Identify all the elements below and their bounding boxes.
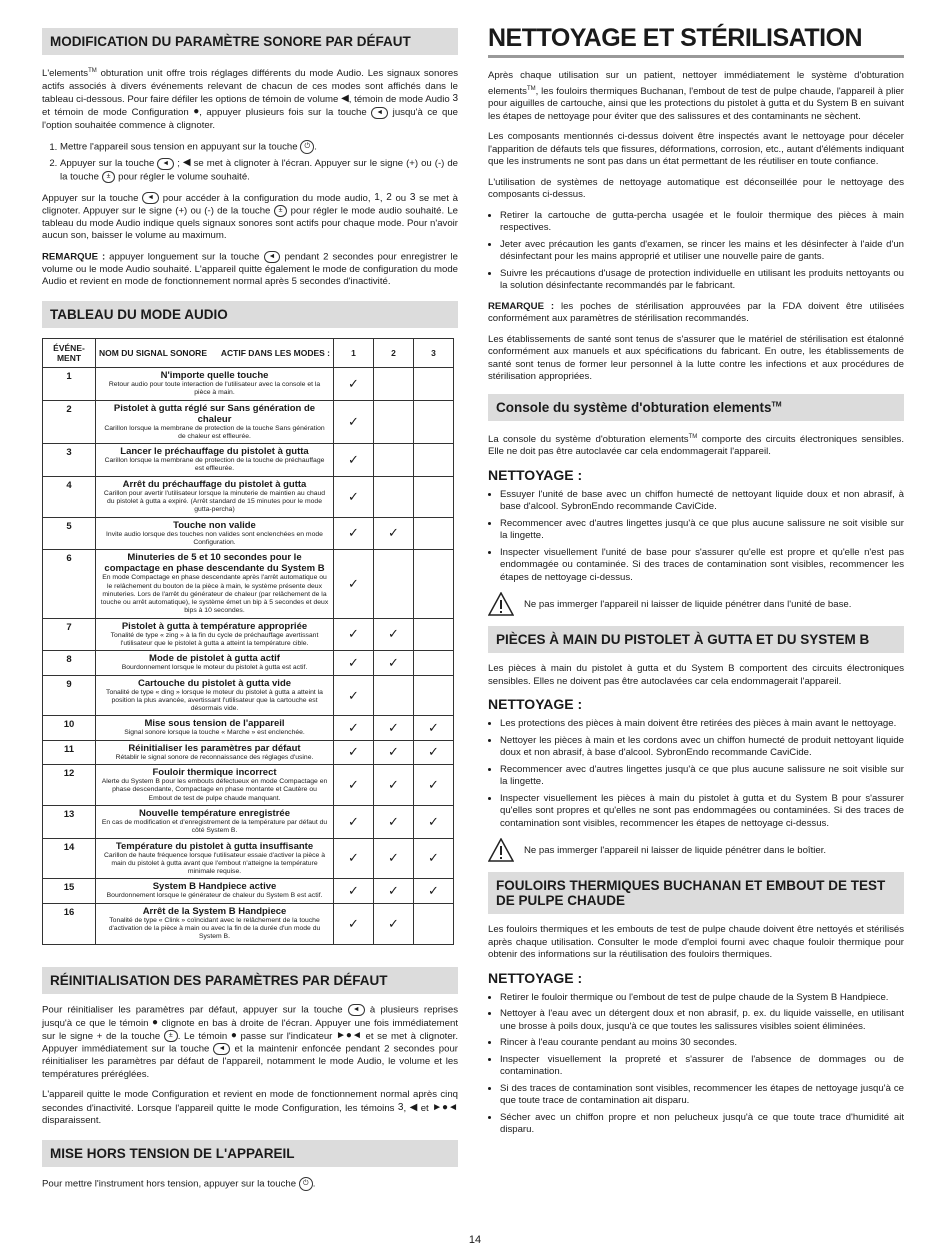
- mode-button-icon: ◄: [157, 158, 174, 170]
- signal-cell: [96, 651, 334, 675]
- signal-title: Minuteries de 5 et 10 secondes pour le compactage en phase descendante du System B: [104, 552, 325, 575]
- table-row: [43, 517, 454, 550]
- event-number: 5: [43, 517, 96, 550]
- mode-2-check: [374, 675, 414, 716]
- signal-cell: [96, 550, 334, 618]
- warning-icon: [488, 838, 514, 862]
- mode-2-check: ✓: [374, 838, 414, 879]
- mode-button-icon: ◄: [371, 107, 388, 119]
- indicator-icon: ►●◄: [336, 1029, 362, 1041]
- mode-3-check: [414, 618, 454, 651]
- signal-description: Carillon lorsque la membrane de protection de la touche Sans génération de chaleur est effleurée.: [104, 424, 325, 440]
- mode-3-check: [414, 903, 454, 944]
- list-item: • Inspecter visuellement les pièces à main du pistolet à gutta et du System B pour s'assurer qu'elles sont propres et qu'elles ne sont pas endommagées ou contaminées. Si des traces de contamination sont visibles, recommencer les étapes de nettoyage ci-dessus.: [500, 793, 904, 831]
- mode-1-check: ✓: [334, 765, 374, 806]
- signal-description: Tonalité de type « Clink » coïncidant avec le relâchement de la touche d'activation de la pièce à main ou avec la fin de la durée d'un mode du System B.: [108, 916, 321, 941]
- volume-icon: ◀: [341, 93, 349, 105]
- signal-cell: [96, 805, 334, 838]
- signal-cell: [96, 716, 334, 740]
- mode-button-icon: ◄: [213, 1043, 230, 1055]
- table-row: [43, 400, 454, 444]
- mode-1-check: ✓: [334, 716, 374, 740]
- mode-1-check: ✓: [334, 444, 374, 477]
- cleaning-heading: NETTOYAGE :: [488, 466, 583, 483]
- sound-steps: [42, 140, 458, 183]
- section-title-power-off: MISE HORS TENSION DE L'APPAREIL: [42, 1140, 458, 1167]
- mode-button-icon: ◄: [264, 251, 281, 263]
- event-number: 10: [43, 716, 96, 740]
- signal-description: Tonalité de type « zing » à la fin du cycle de préchauffage avertissant l'utilisateur que le pistolet à gutta a atteint la température cible.: [110, 631, 319, 647]
- digit-3-icon: 3: [397, 1101, 404, 1113]
- plus-minus-key-icon: ±: [274, 205, 288, 217]
- handpieces-cleaning-list: [488, 718, 904, 830]
- mode-3-check: [414, 367, 454, 400]
- mode-3-check: ✓: [414, 716, 454, 740]
- table-row: [43, 550, 454, 618]
- mode-1-check: ✓: [334, 400, 374, 444]
- list-item: • Recommencer avec d'autres lingettes jusqu'à ce que plus aucune salissure ne soit visible sur la lingette.: [500, 764, 904, 789]
- indicator-icon: ►●◄: [432, 1101, 458, 1113]
- signal-description: Carillon pour avertir l'utilisateur lorsque la minuterie de maintien au chaud du pistolet à gutta a expiré. (Arrêt standard de 15 minutes pour le mode gutta-percha): [103, 489, 326, 514]
- table-row: [43, 367, 454, 400]
- mode-2-check: ✓: [374, 740, 414, 764]
- mode-2-check: ✓: [374, 618, 414, 651]
- col-mode-3: 3: [414, 338, 454, 367]
- signal-title: Mode de pistolet à gutta actif: [149, 653, 280, 665]
- section-title-sound: MODIFICATION DU PARAMÈTRE SONORE PAR DÉFAUT: [42, 28, 458, 55]
- list-item: • Les protections des pièces à main doivent être retirées des pièces à main avant le nettoyage.: [500, 718, 904, 731]
- mode-2-check: ✓: [374, 716, 414, 740]
- event-number: 9: [43, 675, 96, 716]
- audio-mode-icon: 3: [452, 93, 459, 105]
- mode-2-check: ✓: [374, 651, 414, 675]
- left-column: [42, 28, 458, 1199]
- table-row: [43, 675, 454, 716]
- signal-cell: [96, 400, 334, 444]
- table-row: [43, 838, 454, 879]
- handpieces-warning: Ne pas immerger l'appareil ni laisser de liquide pénétrer dans le boîtier.: [488, 838, 904, 862]
- section-title-handpieces: PIÈCES À MAIN DU PISTOLET À GUTTA ET DU SYSTEM B: [488, 626, 904, 653]
- signal-cell: [96, 903, 334, 944]
- pluggers-paragraph: Les fouloirs thermiques et les embouts de test de pulpe chaude doivent être nettoyés et stérilisés après chaque utilisation. Consulter le mode d'emploi fourni avec chaque fouloir thermique pour obtenir des informations sur la réutilisation des fouloirs thermiques.: [488, 924, 904, 961]
- signal-title: Mise sous tension de l'appareil: [144, 718, 285, 730]
- list-item: • Sécher avec un chiffon propre et non pelucheux jusqu'à ce que toute trace d'humidité ait disparu.: [500, 1112, 904, 1137]
- signal-description: Bourdonnement lorsque le moteur du pistolet à gutta est actif.: [121, 664, 308, 672]
- signal-cell: [96, 444, 334, 477]
- mode-1-check: ✓: [334, 618, 374, 651]
- mode-2-check: ✓: [374, 805, 414, 838]
- signal-cell: [96, 517, 334, 550]
- mode-3-check: [414, 476, 454, 517]
- mode-2-check: ✓: [374, 903, 414, 944]
- signal-cell: [96, 618, 334, 651]
- warning-icon: [488, 592, 514, 616]
- signal-description: Signal sonore lorsque la touche « Marche » est enclenchée.: [124, 729, 305, 737]
- signal-description: En mode Compactage en phase descendante après l'arrêt automatique ou le relâchement du bouton de la pièce à main, le système présente deux minuteries. Lors de l'arrêt du générateur de chaleur (par relâchement de la touche ou arrêt automatique), le système émet un bip à 5 secondes et deux bips à 10 secondes.: [100, 574, 329, 615]
- event-number: 8: [43, 651, 96, 675]
- mode-2-check: [374, 550, 414, 618]
- signal-title: Touche non valide: [173, 519, 256, 531]
- list-item: • Retirer le fouloir thermique ou l'embout de test de pulpe chaude de la System B Handpiece.: [500, 992, 904, 1005]
- table-row: [43, 476, 454, 517]
- table-row: [43, 879, 454, 903]
- volume-icon: ◀: [182, 157, 191, 169]
- mode-button-icon: ◄: [142, 192, 159, 204]
- list-item: • Nettoyer à l'eau avec un détergent doux et non abrasif, p. ex. du liquide vaisselle, en utilisant une brosse à poils doux, jusqu'à ce que toutes les salissures visibles soient éliminées.: [500, 1008, 904, 1033]
- mode-1-check: ✓: [334, 903, 374, 944]
- facilities-paragraph: Les établissements de santé sont tenus de s'assurer que le matériel de stérilisation est étalonné conformément aux manuels et aux spécifications du fabricant. En outre, les établissements de santé sont tenus de former leur personnel à la lutte contre les infections et aux procédures de stérilisation appropriées.: [488, 333, 904, 383]
- event-number: 11: [43, 740, 96, 764]
- section-title-console: Console du système d'obturation elements™: [488, 394, 904, 421]
- config-dot-icon: ●: [193, 106, 200, 118]
- list-item: • Inspecter visuellement l'unité de base pour s'assurer qu'elle est propre et qu'elle n'est pas endommagée ou contaminée. Si des traces de contamination sont visibles, recommencer les étapes de nettoyage ci-dessus.: [500, 547, 904, 585]
- console-paragraph: La console du système d'obturation elements™ comporte des circuits électroniques sensibles. Elle ne doit pas être autoclavée car cela endommagerait l'appareil.: [488, 433, 904, 458]
- signal-title: Température du pistolet à gutta insuffisante: [115, 840, 314, 852]
- cleaning-intro: Après chaque utilisation sur un patient, nettoyer immédiatement le système d'obturation elements™, les fouloirs thermiques Buchanan, l'embout de test de pulpe chaude, l'appareil à plier pour aiguilles de cartouche, ainsi que les protections du pistolet à gutta et du System B en suivant les étapes de nettoyage pour éviter que des salissures et des contaminants ne sèchent.: [488, 70, 904, 122]
- signal-description: Carillon de haute fréquence lorsque l'utilisateur essaie d'activer la pièce à main du pistolet à gutta avant que l'embout n'atteigne la température minimale requise.: [104, 851, 325, 876]
- list-item: • Rincer à l'eau courante pendant au moins 30 secondes.: [500, 1037, 904, 1050]
- mode-button-icon: ◄: [348, 1004, 365, 1016]
- mode-1-check: ✓: [334, 879, 374, 903]
- mode-3-check: ✓: [414, 838, 454, 879]
- signal-cell: [96, 675, 334, 716]
- col-signal: NOM DU SIGNAL SONORE ACTIF DANS LES MODES :: [96, 338, 334, 367]
- mode-3-check: ✓: [414, 740, 454, 764]
- mode-3-check: ✓: [414, 765, 454, 806]
- dot-icon: ●: [151, 1016, 159, 1028]
- table-row: [43, 740, 454, 764]
- event-number: 2: [43, 400, 96, 444]
- mode-2-check: ✓: [374, 879, 414, 903]
- signal-title: Nouvelle température enregistrée: [138, 807, 290, 819]
- table-row: [43, 765, 454, 806]
- signal-title: Pistolet à gutta à température appropriée: [121, 620, 308, 632]
- mode-1-check: ✓: [334, 367, 374, 400]
- signal-title: N'importe quelle touche: [160, 369, 269, 381]
- mode-3-check: ✓: [414, 879, 454, 903]
- digit-1-icon: 1: [374, 191, 380, 203]
- power-off-paragraph: Pour mettre l'instrument hors tension, appuyer sur la touche ⏻ .: [42, 1178, 316, 1190]
- event-number: 16: [43, 903, 96, 944]
- power-icon: ⏻: [299, 1177, 313, 1191]
- inspection-paragraph: Les composants mentionnés ci-dessus doivent être inspectés avant le nettoyage pour déceler l'apparition de défauts tels que fissures, déformations, corrosion, etc., autant d'éléments indiquant que les instruments ne sont pas dans un état permettant de les réutiliser en toute confiance.: [488, 131, 904, 168]
- signal-description: En cas de modification et d'enregistrement de la température par défaut du côté System B.: [101, 818, 328, 835]
- signal-description: Rétablir le signal sonore de reconnaissance des réglages d'usine.: [115, 753, 314, 761]
- mode-3-check: [414, 444, 454, 477]
- signal-cell: [96, 838, 334, 879]
- page-title: NETTOYAGE ET STÉRILISATION: [488, 24, 904, 58]
- remark-sterilization: REMARQUE : les poches de stérilisation approuvées par la FDA doivent être utilisées conformément aux paramètres de stérilisation recommandés.: [488, 300, 905, 325]
- table-row: [43, 716, 454, 740]
- signal-title: System B Handpiece active: [152, 881, 277, 893]
- digit-2-icon: 2: [386, 191, 392, 203]
- mode-3-check: ✓: [414, 805, 454, 838]
- mode-3-check: [414, 651, 454, 675]
- remark-sound: REMARQUE : appuyer longuement sur la touche ◄ pendant 2 secondes pour enregistrer le volume ou le mode Audio souhaité. L'appareil quitte également le mode de configuration du mode Audio et revient en mode de fonctionnement normal après 5 secondes d'inactivité.: [42, 251, 459, 288]
- signal-cell: [96, 476, 334, 517]
- signal-description: Carillon lorsque la membrane de protection de la touche de préchauffage est effleurée.: [104, 457, 325, 473]
- mode-1-check: ✓: [334, 476, 374, 517]
- table-row: [43, 903, 454, 944]
- step-1: 1. Mettre l'appareil sous tension en appuyant sur la touche ⏻ .: [60, 140, 458, 154]
- power-icon: ⏻: [300, 140, 314, 154]
- cleaning-heading: NETTOYAGE :: [488, 969, 583, 986]
- mode-2-check: ✓: [374, 765, 414, 806]
- automatic-cleaning-paragraph: L'utilisation de systèmes de nettoyage automatique est déconseillée pour le nettoyage des composants ci-dessus.: [488, 176, 904, 201]
- mode-1-check: ✓: [334, 740, 374, 764]
- table-row: [43, 805, 454, 838]
- mode-2-check: [374, 367, 414, 400]
- signal-description: Alerte du System B pour les embouts défectueux en mode Compactage en phase descendante, Compactage en phase montante et Cautère ou Embout de test de pulpe chaude manquant.: [101, 778, 328, 802]
- cleaning-heading: NETTOYAGE :: [488, 696, 583, 713]
- signal-cell: [96, 740, 334, 764]
- mode-1-check: ✓: [334, 550, 374, 618]
- mode-2-check: [374, 400, 414, 444]
- audio-config-paragraph: Appuyer sur la touche ◄ pour accéder à la configuration du mode audio, 1, 2 ou 3 se met à clignoter. Appuyer sur le signe (+) ou (-) de la touche ± pour régler le mode audio souhaité. Le tableau du mode Audio indique quels signaux sonores sont actifs pour chaque mode. Pour n'avoir aucun son, baisser le volume au maximum.: [42, 191, 459, 242]
- audio-mode-table: [42, 338, 454, 945]
- list-item: • Inspecter visuellement la propreté et s'assurer de l'absence de dommages ou de contamination.: [500, 1054, 904, 1079]
- mode-3-check: [414, 400, 454, 444]
- event-number: 12: [43, 765, 96, 806]
- event-number: 1: [43, 367, 96, 400]
- mode-2-check: ✓: [374, 517, 414, 550]
- plus-minus-key-icon: ±: [164, 1030, 178, 1042]
- mode-2-check: [374, 444, 414, 477]
- event-number: 15: [43, 879, 96, 903]
- signal-title: Arrêt de la System B Handpiece: [142, 905, 287, 917]
- signal-title: Réinitialiser les paramètres par défaut: [128, 742, 301, 754]
- sound-intro: L'elements™ obturation unit offre trois réglages différents du mode Audio. Les signaux sonores actifs associés à divers événements relevant de chacun de ces modes sont affichés dans le tableau ci-dessous. Pour faire défiler les options de témoin de volume ◀, témoin de mode Audio 3 et témoin de mode Configuration ●, appuyer plusieurs fois sur la touche ◄ jusqu'à ce que l'option souhaitée commence à clignoter.: [42, 68, 459, 131]
- event-number: 4: [43, 476, 96, 517]
- event-number: 14: [43, 838, 96, 879]
- col-event: ÉVÉNE-MENT: [43, 338, 96, 367]
- mode-1-check: ✓: [334, 675, 374, 716]
- mode-3-check: [414, 675, 454, 716]
- list-item: • Recommencer avec d'autres lingettes jusqu'à ce que plus aucune salissure ne soit visible sur la lingette.: [500, 518, 904, 543]
- mode-1-check: ✓: [334, 517, 374, 550]
- event-number: 7: [43, 618, 96, 651]
- table-row: [43, 444, 454, 477]
- event-number: 6: [43, 550, 96, 618]
- col-mode-2: 2: [374, 338, 414, 367]
- signal-description: Bourdonnement lorsque le générateur de chaleur du System B est actif.: [106, 892, 323, 900]
- signal-title: Pistolet à gutta réglé sur Sans génération de chaleur: [113, 402, 316, 425]
- pluggers-cleaning-list: [488, 992, 904, 1137]
- digit-3-icon: 3: [409, 191, 416, 203]
- mode-1-check: ✓: [334, 838, 374, 879]
- mode-1-check: ✓: [334, 805, 374, 838]
- console-cleaning-list: [488, 489, 904, 585]
- section-title-reset: RÉINITIALISATION DES PARAMÈTRES PAR DÉFAUT: [42, 967, 458, 994]
- list-item: • Essuyer l'unité de base avec un chiffon humecté de nettoyant liquide doux et non abrasif, à base d'alcool. SybronEndo recommande CaviCide.: [500, 489, 904, 514]
- mode-3-check: [414, 517, 454, 550]
- audio-table-body: [43, 367, 454, 944]
- signal-title: Fouloir thermique incorrect: [152, 767, 277, 779]
- preparation-list: [488, 210, 904, 293]
- volume-icon: ◀: [409, 1101, 418, 1113]
- section-title-audio-table: TABLEAU DU MODE AUDIO: [42, 301, 458, 328]
- list-item: • Suivre les précautions d'usage de protection individuelle en utilisant les produits nettoyants ou la solution désinfectante recommandés par le fabricant.: [500, 268, 904, 293]
- signal-title: Lancer le préchauffage du pistolet à gutta: [120, 446, 309, 458]
- mode-2-check: [374, 476, 414, 517]
- signal-description: Tonalité de type « ding » lorsque le moteur du pistolet à gutta a atteint la position la plus avancée, avertissant l'utilisateur que la cartouche est désormais vide.: [106, 688, 323, 713]
- section-title-pluggers: FOULOIRS THERMIQUES BUCHANAN ET EMBOUT DE TEST DE PULPE CHAUDE: [488, 872, 904, 914]
- list-item: • Nettoyer les pièces à main et les cordons avec un chiffon humecté de produit nettoyant liquide doux et non abrasif, à base d'alcool. SybronEndo recommande CaviCide.: [500, 735, 904, 760]
- list-item: • Retirer la cartouche de gutta-percha usagée et le fouloir thermique des pièces à main respectives.: [500, 210, 904, 235]
- reset-paragraph: Pour réinitialiser les paramètres par défaut, appuyer sur la touche ◄ à plusieurs reprises jusqu'à ce que le témoin ● clignote en bas à droite de l'écran. Appuyer une fois immédiatement sur le signe + de la touche ± . Le témoin ● passe sur l'indicateur ►●◄ et se met à clignoter. Appuyer immédiatement sur la touche ◄ et la maintenir enfoncée pendant 2 secondes pour réinitialiser les paramètres par défaut de l'appareil, notamment le mode Audio, le volume et les températures préréglées.: [42, 1004, 459, 1080]
- step-2: 2. Appuyer sur la touche ◄ ; ◀ se met à clignoter à l'écran. Appuyer sur le signe (+) ou (-) de la touche ± pour régler le volume souhaité.: [60, 157, 458, 183]
- table-row: [43, 651, 454, 675]
- list-item: • Si des traces de contamination sont visibles, recommencer les étapes de nettoyage jusqu'à ce que toute trace de contamination ait disparu.: [500, 1083, 904, 1108]
- table-row: [43, 618, 454, 651]
- event-number: 3: [43, 444, 96, 477]
- signal-cell: [96, 765, 334, 806]
- mode-1-check: ✓: [334, 651, 374, 675]
- plus-minus-key-icon: ±: [102, 171, 116, 183]
- signal-description: Invite audio lorsque des touches non valides sont enclenchées en mode Configuration.: [106, 530, 323, 546]
- page-number: 14: [468, 1234, 482, 1246]
- dot-icon: ●: [230, 1029, 237, 1041]
- handpieces-paragraph: Les pièces à main du pistolet à gutta et du System B comportent des circuits électroniques sensibles. Elles ne doivent pas être autoclavées car cela endommagerait l'appareil.: [488, 663, 904, 687]
- event-number: 13: [43, 805, 96, 838]
- mode-3-check: [414, 550, 454, 618]
- table-header-row: [43, 338, 454, 367]
- reset-exit-paragraph: L'appareil quitte le mode Configuration et revient en mode de fonctionnement normal après cinq secondes d'inactivité. Lorsque l'appareil quitte le mode Configuration, les témoins 3, ◀ et ►●◄ disparaissent.: [42, 1089, 458, 1127]
- signal-title: Arrêt du préchauffage du pistolet à gutta: [122, 478, 307, 490]
- console-warning: Ne pas immerger l'appareil ni laisser de liquide pénétrer dans l'unité de base.: [488, 592, 904, 616]
- list-item: • Jeter avec précaution les gants d'examen, se rincer les mains et les désinfecter à l'aide d'un désinfectant pour les mains approprié et utiliser une nouvelle paire de gants.: [500, 239, 904, 264]
- signal-cell: [96, 879, 334, 903]
- right-column: [488, 24, 904, 1145]
- signal-cell: [96, 367, 334, 400]
- col-mode-1: 1: [334, 338, 374, 367]
- signal-description: Retour audio pour toute interaction de l'utilisateur avec la console et la pièce à main.: [108, 380, 321, 397]
- signal-title: Cartouche du pistolet à gutta vide: [137, 677, 292, 689]
